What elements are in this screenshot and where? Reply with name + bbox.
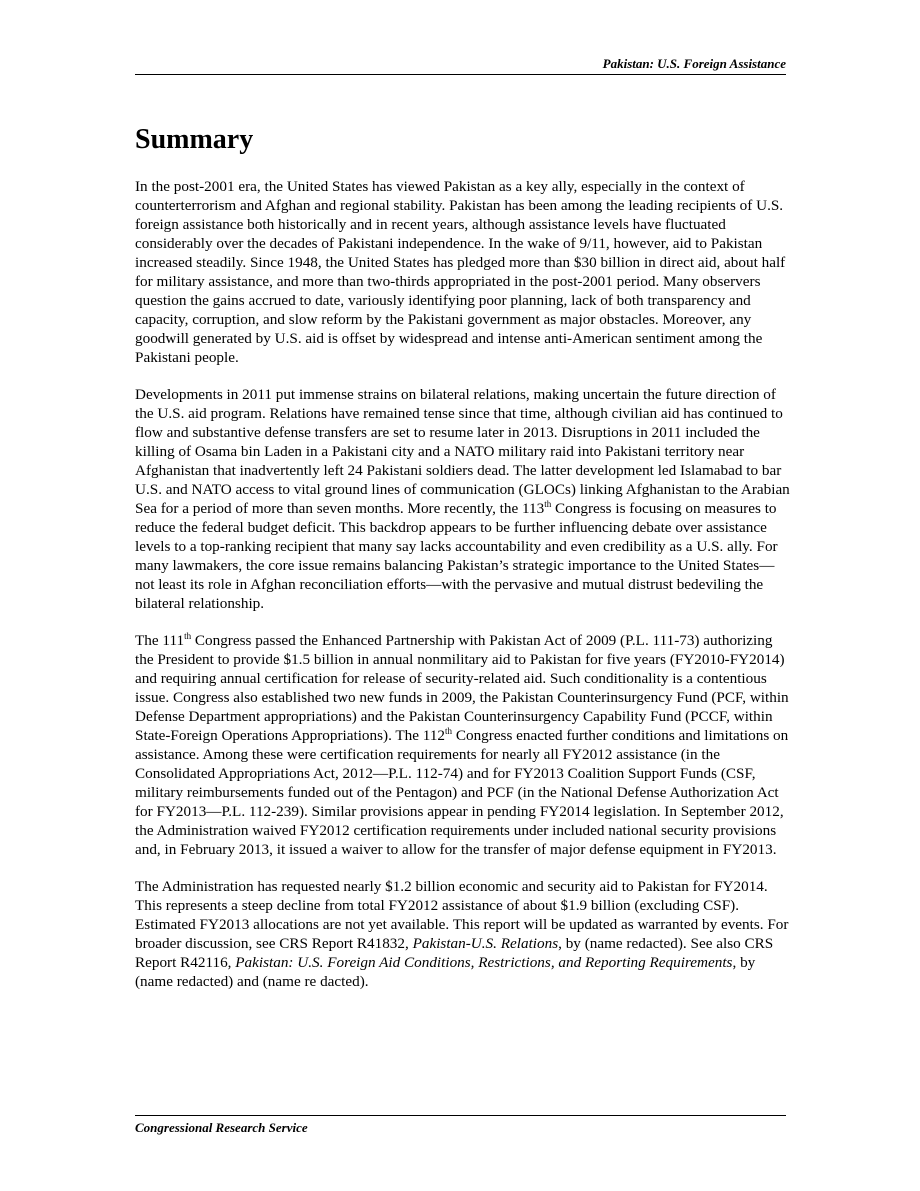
- ordinal-superscript: th: [544, 498, 552, 509]
- paragraph-2-text-a: Developments in 2011 put immense strains on bilateral relations, making uncertain the future direction of the U.S. aid program. Relations have remained tense since that time, although civilian aid has continued to flow and substantive defense transfers are set to resume later in 2013. Disruptions in 2011 included the killing of Osama bin Laden in a Pakistani city and a NATO military raid into Pakistani territory near Afghanistan that inadvertently left 24 Pakistani soldiers dead. The latter development led Islamabad to bar U.S. and NATO access to vital ground lines of communication (GLOCs) linking Afghanistan to the Arabian Sea for a period of more than seven months. More recently, the 113: [135, 386, 790, 517]
- report-title-pakistan-us-relations: Pakistan-U.S. Relations: [412, 935, 559, 952]
- paragraph-1: [135, 177, 790, 367]
- summary-body: [135, 177, 790, 1009]
- running-header: Pakistan: U.S. Foreign Assistance: [602, 56, 786, 71]
- paragraph-3-text-c: Congress enacted further conditions and limitations on assistance. Among these were certification requirements for nearly all FY2012 assistance (in the Consolidated Appropriations Act, 2012—P.L. 112-74) and for FY2013 Coalition Support Funds (CSF, military reimbursements funded out of the Pentagon) and PCF (in the National Defense Authorization Act for FY2013—P.L. 112-239). Similar provisions appear in pending FY2014 legislation. In September 2012, the Administration waived FY2012 certification requirements under included national security provisions and, in February 2013, it issued a waiver to allow for the transfer of major defense equipment in FY2013.: [135, 727, 789, 858]
- paragraph-3-text-b: Congress passed the Enhanced Partnership with Pakistan Act of 2009 (P.L. 111-73) authorizing the President to provide $1.5 billion in annual nonmilitary aid to Pakistan for five years (FY2010-FY2014) and requiring annual certification for release of security-related aid. Such conditionality is a contentious issue. Congress also established two new funds in 2009, the Pakistan Counterinsurgency Fund (PCF, within Defense Department appropriations) and the Pakistan Counterinsurgency Capability Fund (PCCF, within State-Foreign Operations Appropriations). The 112: [135, 632, 789, 744]
- paragraph-1-text: In the post-2001 era, the United States has viewed Pakistan as a key ally, especially in the context of counterterrorism and Afghan and regional stability. Pakistan has been among the leading recipients of U.S. foreign assistance both historically and in recent years, although assistance levels have fluctuated considerably over the decades of Pakistani independence. In the wake of 9/11, however, aid to Pakistan increased steadily. Since 1948, the United States has pledged more than $30 billion in direct aid, about half for military assistance, and more than two-thirds appropriated in the post-2001 period. Many observers question the gains accrued to date, variously identifying poor planning, lack of both transparency and capacity, corruption, and slow reform by the Pakistani government as major obstacles. Moreover, any goodwill generated by U.S. aid is offset by widespread and intense anti-American sentiment among the Pakistani people.: [135, 178, 786, 366]
- paragraph-3: [135, 631, 790, 859]
- paragraph-2-text-b: Congress is focusing on measures to reduce the federal budget deficit. This backdrop appears to be further influencing debate over assistance levels to a top-ranking recipient that many say lacks accountability and even credibility as a U.S. ally. For many lawmakers, the core issue remains balancing Pakistan’s strategic importance to the United States—not least its role in Afghan reconciliation efforts—with the pervasive and mutual distrust bedeviling the bilateral relationship.: [135, 500, 778, 612]
- ordinal-superscript: th: [184, 630, 192, 641]
- header-rule: [135, 74, 786, 75]
- section-title: Summary: [135, 124, 254, 155]
- report-title-foreign-aid-conditions: Pakistan: U.S. Foreign Aid Conditions, Restrictions, and Reporting Requirements: [235, 954, 733, 971]
- paragraph-4-text-b: , by (name redacted). See also CRS Report R42116,: [135, 935, 774, 971]
- ordinal-superscript: th: [445, 725, 453, 736]
- paragraph-4: [135, 877, 790, 991]
- paragraph-3-text-a: The 111: [135, 632, 185, 649]
- running-footer: Congressional Research Service: [135, 1120, 308, 1135]
- paragraph-4-text-c: , by (name redacted) and (name re dacted).: [135, 954, 756, 990]
- paragraph-2: [135, 385, 790, 613]
- footer-rule: [135, 1115, 786, 1116]
- paragraph-4-text-a: The Administration has requested nearly $1.2 billion economic and security aid to Pakistan for FY2014. This represents a steep decline from total FY2012 assistance of about $1.9 billion (excluding CSF). Estimated FY2013 allocations are not yet available. This report will be updated as warranted by events. For broader discussion, see CRS Report R41832,: [135, 878, 789, 952]
